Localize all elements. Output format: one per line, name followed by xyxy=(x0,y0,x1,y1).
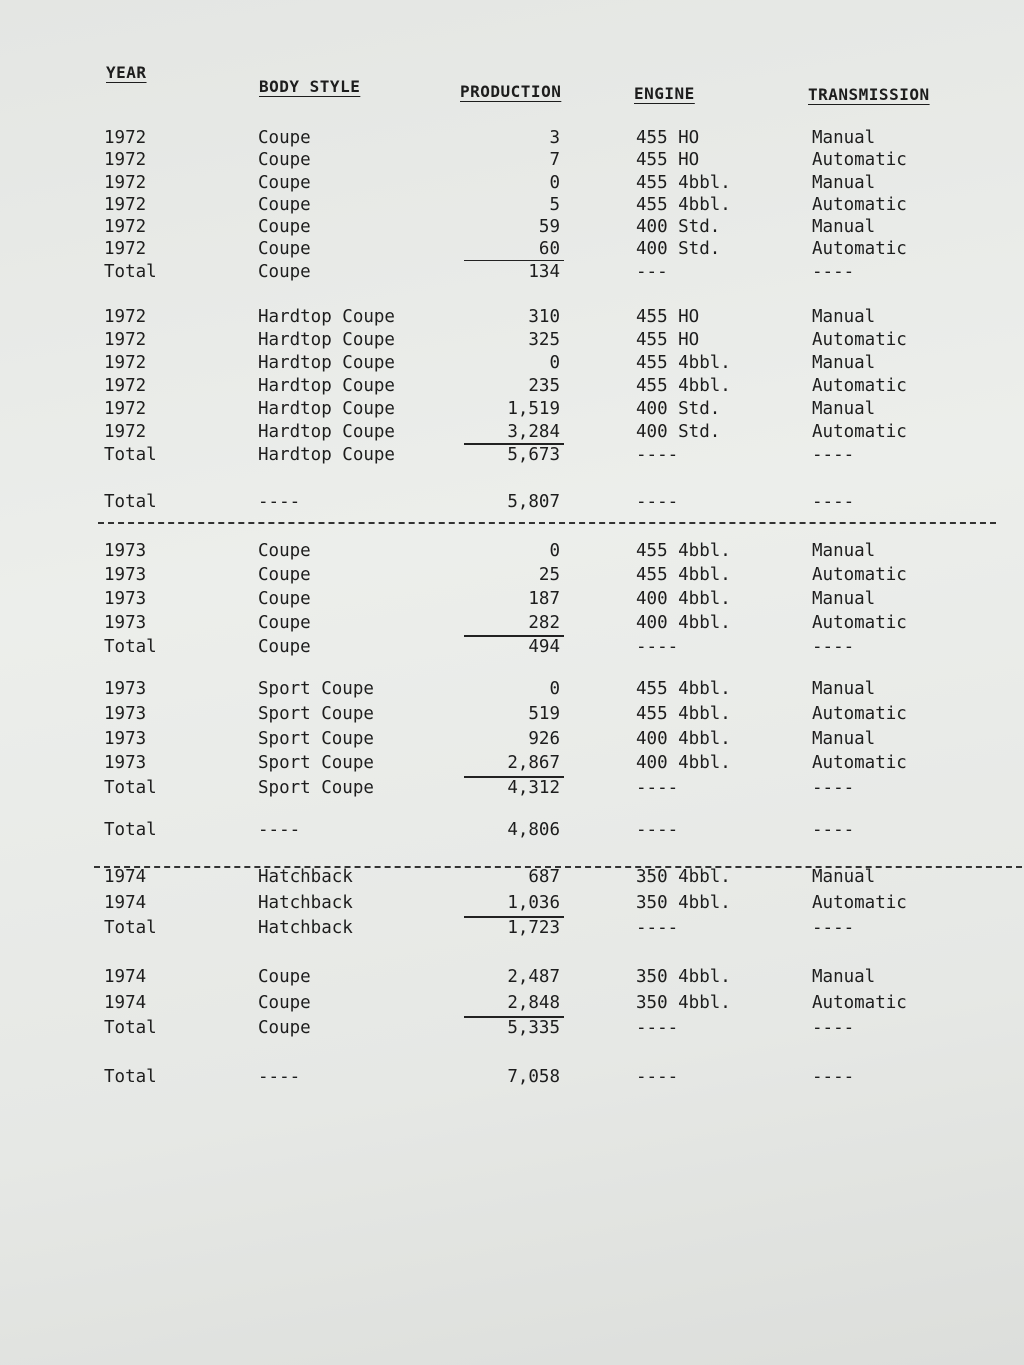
year-cell: Total xyxy=(104,261,157,282)
year-cell: Total xyxy=(104,820,157,840)
production-cell: 687 xyxy=(528,867,560,887)
production-cell: 310 xyxy=(528,307,560,327)
transmission-cell: Manual xyxy=(812,353,876,373)
transmission-cell: Automatic xyxy=(812,613,907,633)
year-cell: 1972 xyxy=(104,353,147,373)
year-cell: 1974 xyxy=(104,967,147,987)
production-cell: 2,867 xyxy=(507,753,560,774)
table-section xyxy=(0,540,1024,660)
transmission-cell: Automatic xyxy=(812,753,907,774)
engine-cell: ---- xyxy=(636,778,679,799)
table-row xyxy=(0,306,1024,329)
body-style-cell: Hatchback xyxy=(258,918,353,938)
total-row xyxy=(0,444,1024,467)
production-cell: 4,806 xyxy=(507,820,560,840)
transmission-cell: Manual xyxy=(812,172,876,193)
engine-cell: 455 HO xyxy=(636,307,700,327)
body-style-cell: Coupe xyxy=(258,565,311,585)
engine-cell: ---- xyxy=(636,1018,679,1038)
transmission-cell: Manual xyxy=(812,128,876,148)
engine-cell: ---- xyxy=(636,492,679,512)
body-style-cell: Sport Coupe xyxy=(258,778,374,799)
year-cell: 1974 xyxy=(104,867,147,887)
transmission-cell: Manual xyxy=(812,541,876,561)
total-row xyxy=(0,1066,1024,1090)
year-cell: 1972 xyxy=(104,194,147,215)
transmission-cell: Manual xyxy=(812,399,876,419)
engine-cell: 455 4bbl. xyxy=(636,679,731,699)
engine-cell: 400 4bbl. xyxy=(636,728,731,749)
production-cell: 519 xyxy=(528,703,560,724)
body-style-cell: Coupe xyxy=(258,239,311,260)
engine-cell: 455 HO xyxy=(636,150,700,171)
year-cell: Total xyxy=(104,637,157,657)
body-style-cell: Coupe xyxy=(258,992,311,1013)
year-cell: 1973 xyxy=(104,728,147,749)
transmission-cell: ---- xyxy=(812,1067,855,1087)
production-cell: 2,848 xyxy=(507,992,560,1013)
engine-cell: 455 HO xyxy=(636,128,700,148)
year-cell: Total xyxy=(104,918,157,938)
transmission-cell: Manual xyxy=(812,217,876,238)
total-row xyxy=(0,491,1024,514)
table-row xyxy=(0,216,1024,238)
total-row xyxy=(0,777,1024,802)
transmission-cell: ---- xyxy=(812,492,855,512)
table-section xyxy=(0,966,1024,1043)
production-cell: 5,673 xyxy=(507,445,560,465)
table-row xyxy=(0,892,1024,918)
engine-cell: 400 4bbl. xyxy=(636,753,731,774)
year-cell: 1972 xyxy=(104,422,147,442)
table-row xyxy=(0,728,1024,753)
table-row xyxy=(0,612,1024,636)
transmission-cell: ---- xyxy=(812,820,855,840)
table-row xyxy=(0,127,1024,149)
production-cell: 0 xyxy=(549,679,560,699)
body-style-cell: ---- xyxy=(258,1067,301,1087)
body-style-cell: Coupe xyxy=(258,541,311,561)
total-row xyxy=(0,1017,1024,1043)
year-cell: 1973 xyxy=(104,613,147,633)
body-style-cell: Sport Coupe xyxy=(258,728,374,749)
header-transmission: TRANSMISSION xyxy=(808,85,930,104)
year-cell: 1973 xyxy=(104,679,147,699)
table-row xyxy=(0,375,1024,398)
body-style-cell: Hardtop Coupe xyxy=(258,422,395,442)
header-production: PRODUCTION xyxy=(460,82,562,101)
engine-cell: 350 4bbl. xyxy=(636,967,731,987)
table-section xyxy=(0,1066,1024,1090)
table-section xyxy=(0,678,1024,802)
engine-cell: 400 Std. xyxy=(636,217,721,238)
engine-cell: 350 4bbl. xyxy=(636,892,731,913)
transmission-cell: ---- xyxy=(812,918,855,938)
production-cell: 2,487 xyxy=(507,967,560,987)
year-cell: 1972 xyxy=(104,330,147,350)
transmission-cell: ---- xyxy=(812,637,855,657)
body-style-cell: Coupe xyxy=(258,967,311,987)
production-cell: 1,723 xyxy=(507,918,560,938)
total-row xyxy=(0,917,1024,943)
table-section xyxy=(0,306,1024,467)
table-row xyxy=(0,329,1024,352)
production-cell: 25 xyxy=(538,565,560,585)
year-cell: Total xyxy=(104,1018,157,1038)
engine-cell: 350 4bbl. xyxy=(636,867,731,887)
body-style-cell: Coupe xyxy=(258,613,311,633)
year-cell: Total xyxy=(104,445,157,465)
production-cell: 5,807 xyxy=(507,492,560,512)
transmission-cell: Manual xyxy=(812,967,876,987)
body-style-cell: Sport Coupe xyxy=(258,753,374,774)
bleed-through-text xyxy=(86,1140,186,1167)
year-cell: 1974 xyxy=(104,992,147,1013)
body-style-cell: Coupe xyxy=(258,1018,311,1038)
transmission-cell: Manual xyxy=(812,728,876,749)
year-cell: 1972 xyxy=(104,172,147,193)
production-cell: 5 xyxy=(549,194,560,215)
engine-cell: ---- xyxy=(636,820,679,840)
transmission-cell: Automatic xyxy=(812,992,907,1013)
production-cell: 60 xyxy=(538,239,560,260)
table-row xyxy=(0,564,1024,588)
year-cell: 1972 xyxy=(104,217,147,238)
section-divider xyxy=(94,866,1022,868)
transmission-cell: Automatic xyxy=(812,703,907,724)
transmission-cell: Manual xyxy=(812,867,876,887)
production-cell: 0 xyxy=(549,541,560,561)
production-cell: 134 xyxy=(528,261,560,282)
table-row xyxy=(0,421,1024,444)
engine-cell: 455 4bbl. xyxy=(636,703,731,724)
transmission-cell: Automatic xyxy=(812,565,907,585)
table-row xyxy=(0,398,1024,421)
body-style-cell: Coupe xyxy=(258,261,311,282)
transmission-cell: ---- xyxy=(812,445,855,465)
transmission-cell: ---- xyxy=(812,1018,855,1038)
header-body-style: BODY STYLE xyxy=(259,77,361,96)
production-cell: 282 xyxy=(528,613,560,633)
engine-cell: ---- xyxy=(636,637,679,657)
year-cell: 1972 xyxy=(104,307,147,327)
body-style-cell: Hardtop Coupe xyxy=(258,330,395,350)
year-cell: 1972 xyxy=(104,399,147,419)
engine-cell: 400 Std. xyxy=(636,422,721,442)
engine-cell: ---- xyxy=(636,445,679,465)
engine-cell: 455 HO xyxy=(636,330,700,350)
body-style-cell: ---- xyxy=(258,492,301,512)
body-style-cell: Coupe xyxy=(258,589,311,609)
year-cell: Total xyxy=(104,1067,157,1087)
production-cell: 7 xyxy=(549,150,560,171)
production-cell: 187 xyxy=(528,589,560,609)
total-row xyxy=(0,636,1024,660)
body-style-cell: Coupe xyxy=(258,637,311,657)
year-cell: 1972 xyxy=(104,150,147,171)
engine-cell: 455 4bbl. xyxy=(636,565,731,585)
production-cell: 7,058 xyxy=(507,1067,560,1087)
transmission-cell: Manual xyxy=(812,307,876,327)
table-row xyxy=(0,238,1024,260)
body-style-cell: Coupe xyxy=(258,150,311,171)
table-row xyxy=(0,966,1024,992)
body-style-cell: Hatchback xyxy=(258,892,353,913)
table-row xyxy=(0,172,1024,194)
transmission-cell: Automatic xyxy=(812,422,907,442)
table-row xyxy=(0,540,1024,564)
body-style-cell: Coupe xyxy=(258,128,311,148)
body-style-cell: ---- xyxy=(258,820,301,840)
year-cell: 1972 xyxy=(104,128,147,148)
transmission-cell: ---- xyxy=(812,261,855,282)
table-row xyxy=(0,703,1024,728)
year-cell: 1972 xyxy=(104,239,147,260)
table-section xyxy=(0,866,1024,943)
body-style-cell: Sport Coupe xyxy=(258,679,374,699)
engine-cell: ---- xyxy=(636,918,679,938)
production-cell: 5,335 xyxy=(507,1018,560,1038)
engine-cell: 455 4bbl. xyxy=(636,376,731,396)
engine-cell: 455 4bbl. xyxy=(636,353,731,373)
transmission-cell: Automatic xyxy=(812,376,907,396)
year-cell: 1972 xyxy=(104,376,147,396)
year-cell: Total xyxy=(104,492,157,512)
table-section xyxy=(0,127,1024,283)
production-cell: 926 xyxy=(528,728,560,749)
transmission-cell: Automatic xyxy=(812,239,907,260)
table-section xyxy=(0,819,1024,842)
production-cell: 0 xyxy=(549,172,560,193)
production-cell: 0 xyxy=(549,353,560,373)
transmission-cell: Manual xyxy=(812,679,876,699)
year-cell: 1973 xyxy=(104,703,147,724)
engine-cell: 455 4bbl. xyxy=(636,194,731,215)
year-cell: 1973 xyxy=(104,541,147,561)
table-row xyxy=(0,992,1024,1018)
transmission-cell: Automatic xyxy=(812,150,907,171)
table-row xyxy=(0,678,1024,703)
production-cell: 59 xyxy=(538,217,560,238)
table-section xyxy=(0,491,1024,514)
transmission-cell: Automatic xyxy=(812,330,907,350)
engine-cell: --- xyxy=(636,261,668,282)
transmission-cell: Manual xyxy=(812,589,876,609)
production-cell: 1,036 xyxy=(507,892,560,913)
body-style-cell: Hardtop Coupe xyxy=(258,353,395,373)
header-engine: ENGINE xyxy=(634,84,695,103)
section-divider xyxy=(98,522,996,524)
body-style-cell: Hatchback xyxy=(258,867,353,887)
engine-cell: 350 4bbl. xyxy=(636,992,731,1013)
engine-cell: 400 4bbl. xyxy=(636,613,731,633)
engine-cell: ---- xyxy=(636,1067,679,1087)
production-cell: 494 xyxy=(528,637,560,657)
production-cell: 3,284 xyxy=(507,422,560,442)
production-cell: 235 xyxy=(528,376,560,396)
year-cell: 1973 xyxy=(104,589,147,609)
production-cell: 1,519 xyxy=(507,399,560,419)
table-row xyxy=(0,588,1024,612)
table-row xyxy=(0,752,1024,777)
production-cell: 4,312 xyxy=(507,778,560,799)
production-cell: 3 xyxy=(549,128,560,148)
body-style-cell: Coupe xyxy=(258,194,311,215)
year-cell: 1973 xyxy=(104,753,147,774)
body-style-cell: Hardtop Coupe xyxy=(258,445,395,465)
table-row xyxy=(0,194,1024,216)
table-row xyxy=(0,352,1024,375)
year-cell: 1973 xyxy=(104,565,147,585)
year-cell: 1974 xyxy=(104,892,147,913)
engine-cell: 455 4bbl. xyxy=(636,541,731,561)
body-style-cell: Hardtop Coupe xyxy=(258,399,395,419)
body-style-cell: Coupe xyxy=(258,172,311,193)
production-cell: 325 xyxy=(528,330,560,350)
table-row xyxy=(0,149,1024,171)
engine-cell: 400 Std. xyxy=(636,239,721,260)
table-row xyxy=(0,866,1024,892)
engine-cell: 400 Std. xyxy=(636,399,721,419)
engine-cell: 455 4bbl. xyxy=(636,172,731,193)
transmission-cell: Automatic xyxy=(812,892,907,913)
year-cell: Total xyxy=(104,778,157,799)
total-row xyxy=(0,819,1024,842)
body-style-cell: Coupe xyxy=(258,217,311,238)
transmission-cell: ---- xyxy=(812,778,855,799)
total-row xyxy=(0,261,1024,283)
body-style-cell: Sport Coupe xyxy=(258,703,374,724)
header-year: YEAR xyxy=(106,63,147,82)
body-style-cell: Hardtop Coupe xyxy=(258,376,395,396)
transmission-cell: Automatic xyxy=(812,194,907,215)
engine-cell: 400 4bbl. xyxy=(636,589,731,609)
body-style-cell: Hardtop Coupe xyxy=(258,307,395,327)
